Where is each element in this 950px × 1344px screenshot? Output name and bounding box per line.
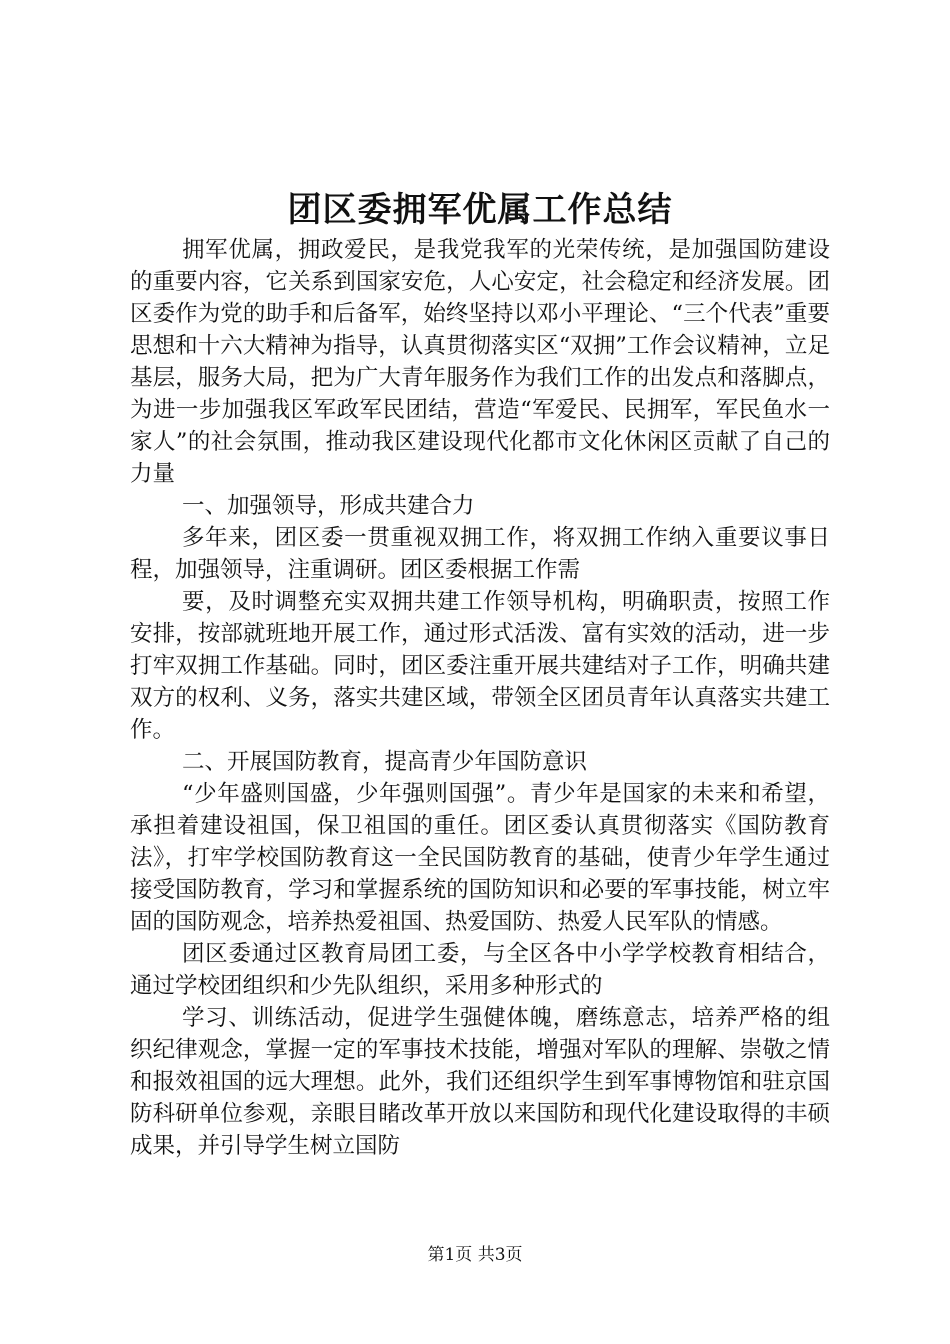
paragraph-list: [130, 234, 830, 1162]
body-paragraph: 要，及时调整充实双拥共建工作领导机构，明确职责，按照工作安排，按部就班地开展工作，通过形式活泼、富有实效的活动，进一步打牢双拥工作基础。同时，团区委注重开展共建结对子工作，明确共建双方的权利、义务，落实共建区域，带领全区团员青年认真落实共建工作。: [130, 589, 830, 743]
body-paragraph: “少年盛则国盛，少年强则国强”。青少年是国家的未来和希望，承担着建设祖国，保卫祖国的重任。团区委认真贯彻落实《国防教育法》，打牢学校国防教育这一全民国防教育的基础，使青少年学生通过接受国防教育，学习和掌握系统的国防知识和必要的军事技能，树立牢固的国防观念，培养热爱祖国、热爱国防、热爱人民军队的情感。: [130, 781, 830, 935]
body-paragraph: 多年来，团区委一贯重视双拥工作，将双拥工作纳入重要议事日程，加强领导，注重调研。团区委根据工作需: [130, 525, 830, 583]
body-paragraph: 团区委通过区教育局团工委，与全区各中小学学校教育相结合，通过学校团组织和少先队组织，采用多种形式的: [130, 941, 830, 999]
body-paragraph: 学习、训练活动，促进学生强健体魄，磨练意志，培养严格的组织纪律观念，掌握一定的军事技术技能，增强对军队的理解、崇敬之情和报效祖国的远大理想。此外，我们还组织学生到军事博物馆和驻京国防科研单位参观，亲眼目睹改革开放以来国防和现代化建设取得的丰硕成果，并引导学生树立国防: [130, 1005, 830, 1159]
body-paragraph: 拥军优属，拥政爱民，是我党我军的光荣传统，是加强国防建设的重要内容，它关系到国家安危，人心安定，社会稳定和经济发展。团区委作为党的助手和后备军，始终坚持以邓小平理论、“三个代表”重要思想和十六大精神为指导，认真贯彻落实区“双拥”工作会议精神，立足基层，服务大局，把为广大青年服务作为我们工作的出发点和落脚点，为进一步加强我区军政军民团结，营造“军爱民、民拥军，军民鱼水一家人”的社会氛围，推动我区建设现代化都市文化休闲区贡献了自己的力量: [130, 237, 830, 487]
section-heading: 二、开展国防教育，提高青少年国防意识: [182, 749, 588, 775]
document-title: 团区委拥军优属工作总结: [287, 190, 673, 230]
page-number-footer: 第1页 共3页: [427, 1245, 523, 1265]
document-body: [130, 188, 830, 1162]
section-heading: 一、加强领导，形成共建合力: [182, 493, 475, 519]
